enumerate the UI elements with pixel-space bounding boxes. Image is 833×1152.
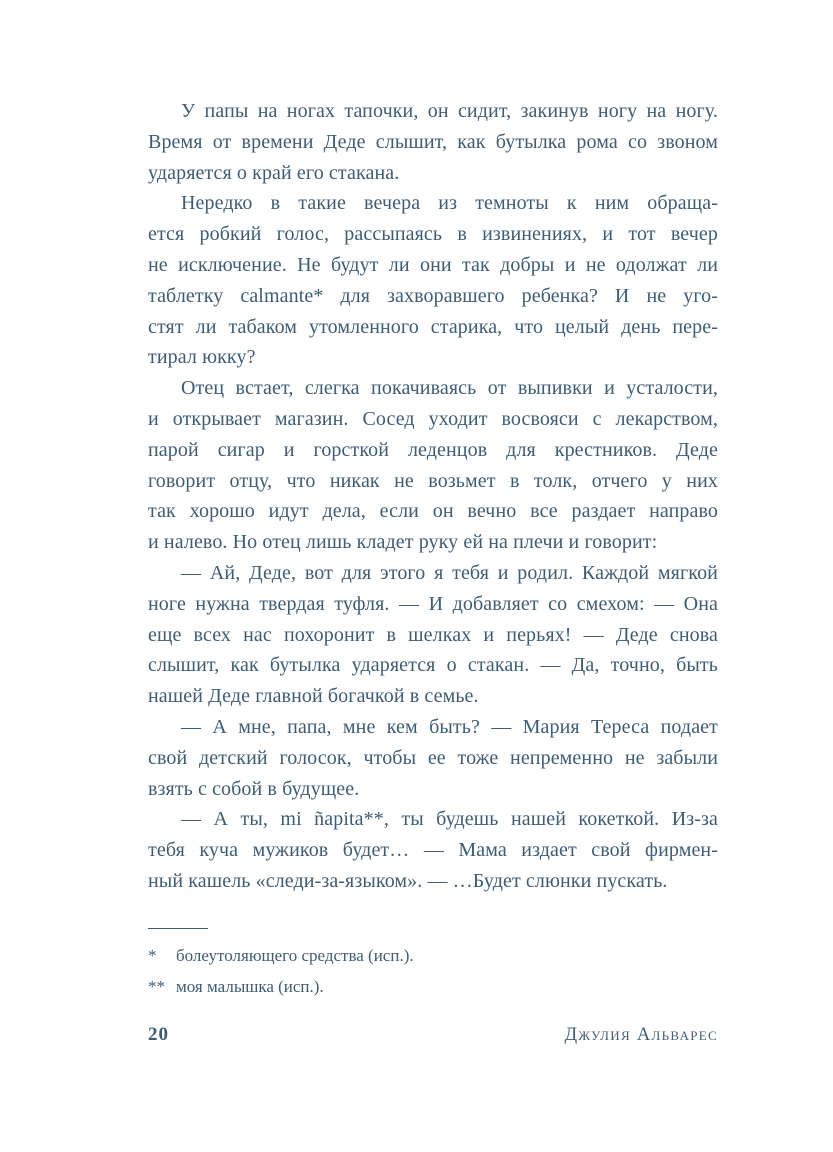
text-line: таблетку calmante* для захворавшего ребенка? И не уго- <box>148 284 718 307</box>
text-line: нашей Деде главной богачкой в семье. <box>148 685 479 708</box>
paragraph <box>148 712 718 804</box>
footnote-marker: * <box>148 946 157 965</box>
text-line: тирал юкку? <box>148 346 256 369</box>
text-line: парой сигар и горсткой леденцов для крестников. Деде <box>148 438 718 461</box>
paragraph <box>148 373 718 558</box>
text-line: — Ай, Деде, вот для этого я тебя и родил. Каждой мягкой <box>181 561 718 584</box>
text-line: и открывает магазин. Сосед уходит восвояси с лекарством, <box>148 407 718 430</box>
text-line: — А мне, папа, мне кем быть? — Мария Тереса подает <box>181 715 718 738</box>
text-line: Время от времени Деде слышит, как бутылка рома со звоном <box>148 130 718 153</box>
paragraph <box>148 558 718 712</box>
footnote-text: болеутоляющего средства (исп.). <box>176 946 414 965</box>
text-line: и налево. Но отец лишь кладет руку ей на плечи и говорит: <box>148 531 658 554</box>
text-line: — А ты, mi ñapita**, ты будешь нашей кокеткой. Из-за <box>181 808 718 831</box>
running-head-author: Джулия Альварес <box>564 1025 718 1045</box>
text-line: Отец встает, слегка покачиваясь от выпивки и усталости, <box>181 377 718 400</box>
page-footer <box>148 1024 718 1046</box>
text-line: Нередко в такие вечера из темноты к ним обраща- <box>181 192 718 215</box>
paragraph <box>148 96 718 188</box>
paragraph <box>148 188 718 373</box>
footnote-item <box>148 940 718 971</box>
text-line: ноге нужна твердая туфля. — И добавляет со смехом: — Она <box>148 592 718 615</box>
text-line: ный кашель «следи-за-языком». — …Будет слюнки пускать. <box>148 869 668 892</box>
text-line: взять с собой в будущее. <box>148 777 360 800</box>
text-line: не исключение. Не будут ли они так добры и не одолжат ли <box>148 253 718 276</box>
text-line: У папы на ногах тапочки, он сидит, закинув ногу на ногу. <box>181 100 718 122</box>
footnote-item <box>148 971 718 1002</box>
page-number: 20 <box>148 1024 169 1045</box>
text-line: тебя куча мужиков будет… — Мама издает свой фирмен- <box>148 839 718 862</box>
text-line: еще всех нас похоронит в шелках и перьях! — Деде снова <box>148 623 718 646</box>
text-line: свой детский голосок, чтобы ее тоже непременно не забыли <box>148 746 718 769</box>
footnote-text: моя малышка (исп.). <box>176 977 324 996</box>
text-line: говорит отцу, что никак не возьмет в толк, отчего у них <box>148 469 718 492</box>
footnote-rule <box>148 928 208 929</box>
text-line: ется робкий голос, рассыпаясь в извинениях, и тот вечер <box>148 223 718 246</box>
text-line: ударяется о край его стакана. <box>148 161 400 184</box>
text-line: так хорошо идут дела, если он вечно все раздает направо <box>148 500 718 523</box>
body-text <box>148 96 718 897</box>
text-line: стят ли табаком утомленного старика, что целый день пере- <box>148 315 718 338</box>
text-line: слышит, как бутылка ударяется о стакан. — Да, точно, быть <box>148 654 718 677</box>
footnotes-section <box>148 928 718 1002</box>
paragraph <box>148 804 718 896</box>
footnote-marker: ** <box>148 977 165 996</box>
